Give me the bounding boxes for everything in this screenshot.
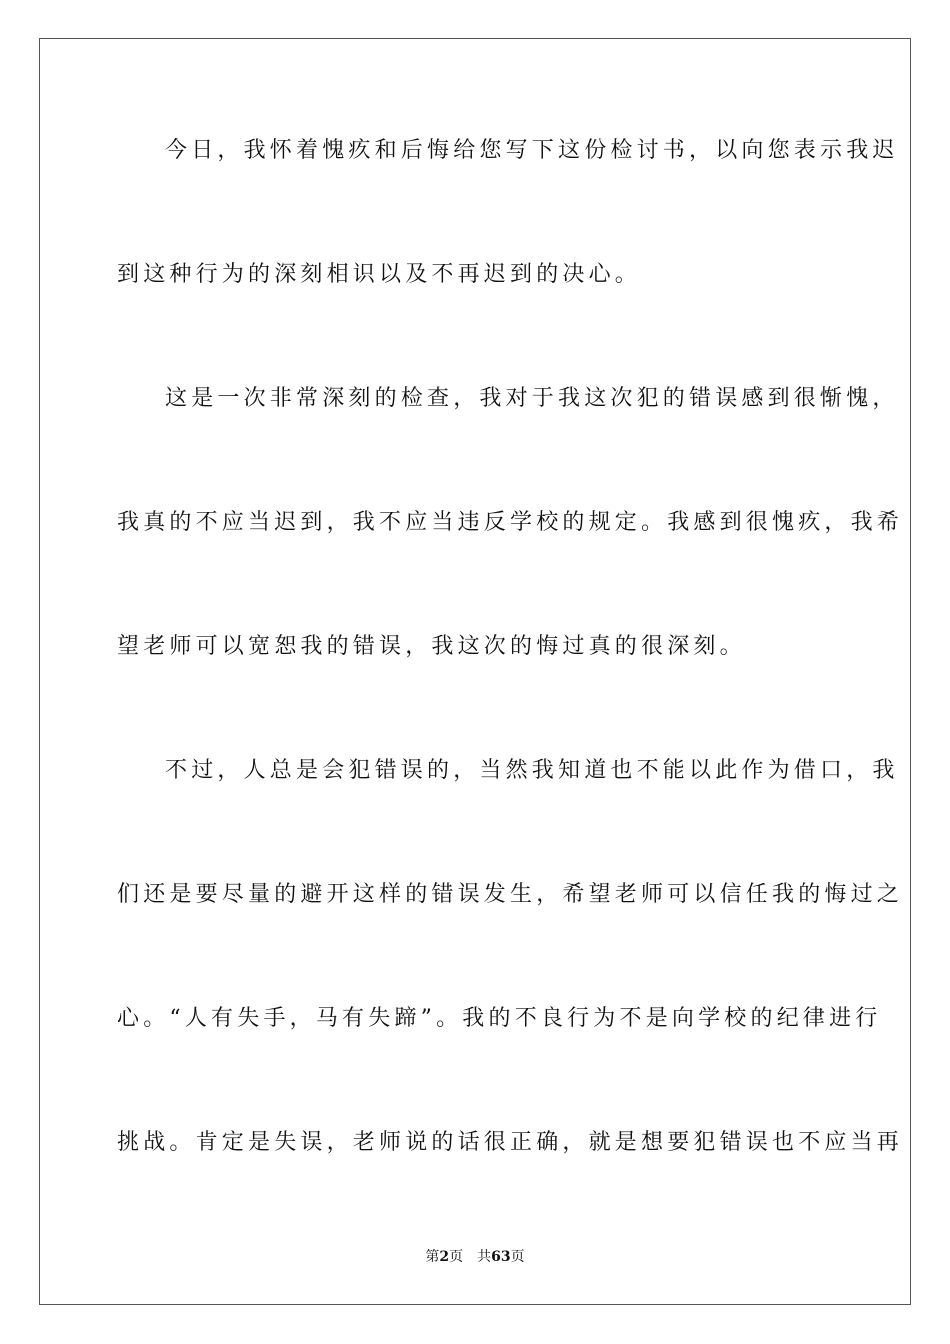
- page-footer: [0, 1248, 950, 1266]
- paragraph-3-line-4: 挑战。肯定是失误，老师说的话很正确，就是想要犯错误也不应当再: [117, 1130, 904, 1155]
- page-number: 2: [439, 1249, 450, 1265]
- paragraph-1-line-1: 今日，我怀着愧疚和后悔给您写下这份检讨书，以向您表示我迟: [165, 138, 899, 163]
- page-suffix: 页: [449, 1249, 464, 1265]
- paragraph-3-line-1: 不过，人总是会犯错误的，当然我知道也不能以此作为借口，我: [165, 758, 899, 783]
- page-prefix: 第: [425, 1249, 440, 1265]
- paragraph-2-line-3: 望老师可以宽恕我的错误，我这次的悔过真的很深刻。: [117, 634, 746, 659]
- paragraph-2-line-2: 我真的不应当迟到，我不应当违反学校的规定。我感到很愧疚，我希: [117, 510, 904, 535]
- total-prefix: 共: [477, 1249, 492, 1265]
- paragraph-1-line-2: 到这种行为的深刻相识以及不再迟到的决心。: [117, 262, 642, 287]
- paragraph-3-line-3: 心。“人有失手，马有失蹄”。我的不良行为不是向学校的纪律进行: [117, 1006, 882, 1031]
- paragraph-2-line-1: 这是一次非常深刻的检查，我对于我这次犯的错误感到很惭愧，: [165, 386, 899, 411]
- total-suffix: 页: [510, 1249, 525, 1265]
- page-border: [39, 38, 911, 1305]
- paragraph-3-line-2: 们还是要尽量的避开这样的错误发生，希望老师可以信任我的悔过之: [117, 882, 904, 907]
- total-pages: 63: [491, 1249, 511, 1265]
